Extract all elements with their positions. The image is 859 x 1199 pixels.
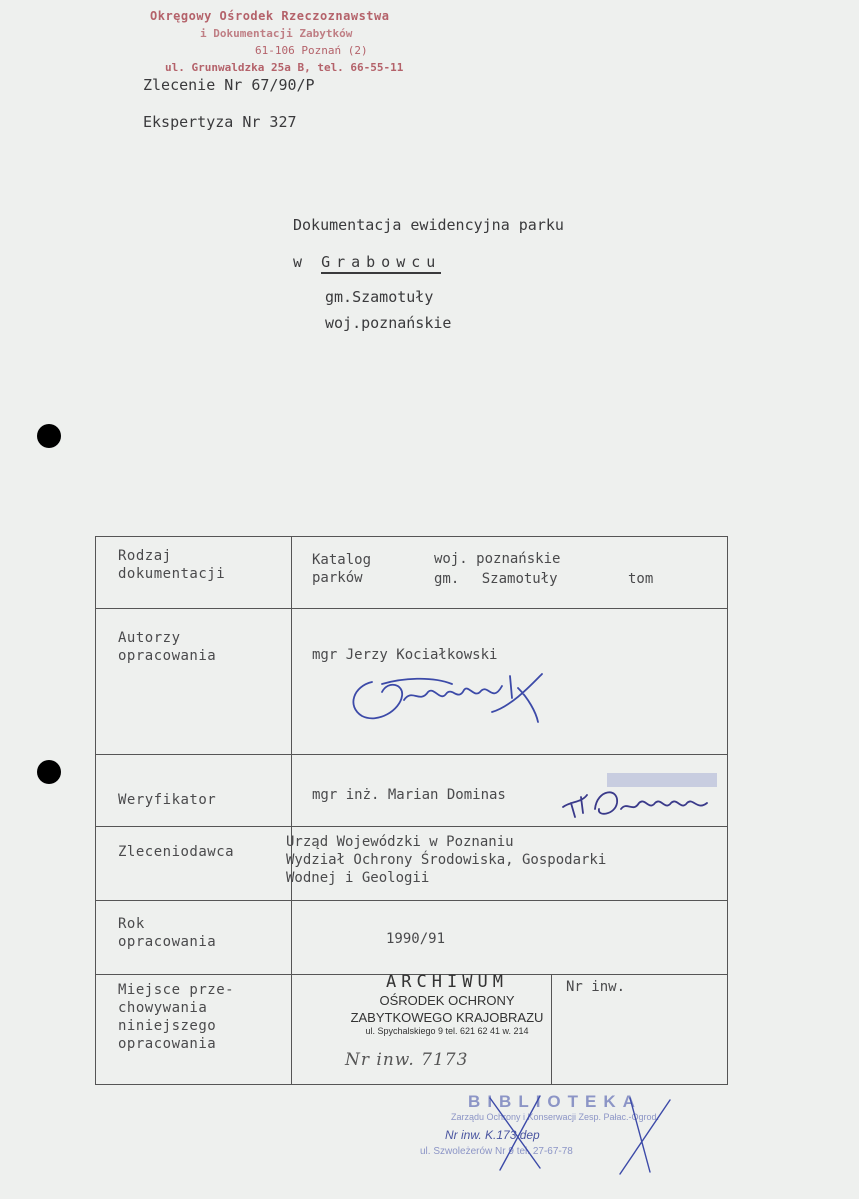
label-line: dokumentacji (118, 566, 226, 582)
park-location (293, 253, 441, 271)
client-name (286, 833, 606, 887)
catalog-type (312, 551, 371, 587)
archive-line: ZABYTKOWEGO KRAJOBRAZU (350, 1010, 544, 1025)
archive-address: ul. Spychalskiego 9 tel. 621 62 41 w. 214 (365, 1026, 529, 1036)
value-cell (292, 537, 728, 609)
row-label: Zleceniodawca (118, 844, 235, 860)
commune: gm.Szamotuły (325, 288, 434, 306)
label-line: Rodzaj (118, 548, 172, 564)
archive-stamp (332, 972, 562, 1036)
label-cell (96, 975, 292, 1085)
author-signature (342, 664, 552, 724)
label-line: opracowania (118, 1036, 217, 1052)
library-stamp-strike (480, 1088, 690, 1178)
label-line: niniejszego (118, 1018, 217, 1034)
catalog-commune (434, 571, 558, 587)
inventory-label: Nr inw. (566, 979, 626, 995)
location-prefix: w (293, 253, 303, 271)
value-cell (292, 609, 728, 755)
library-handwritten-number: Nr inw. K.173 dep (445, 1128, 540, 1142)
value-line: Wodnej i Geologii (286, 870, 430, 886)
punch-hole (37, 760, 61, 784)
catalog-voivodeship (434, 551, 560, 567)
woj-label: woj. (434, 551, 468, 567)
institution-stamp (150, 8, 404, 76)
label-line: Miejsce prze- (118, 982, 235, 998)
value-line: Urząd Wojewódzki w Poznaniu (286, 834, 514, 850)
stamp-line: 61-106 Poznań (2) (255, 44, 368, 57)
value-cell (292, 755, 728, 827)
inventory-cell (552, 975, 728, 1085)
expertise-number: Ekspertyza Nr 327 (143, 113, 297, 131)
voivodeship: woj.poznańskie (325, 314, 452, 332)
row-label (96, 975, 291, 1053)
table-row (96, 755, 728, 827)
label-cell (96, 609, 292, 755)
verifier-signature (557, 773, 727, 823)
label-line: Autorzy (118, 630, 181, 646)
label-cell (96, 537, 292, 609)
label-cell (96, 901, 292, 975)
stamp-line: Okręgowy Ośrodek Rzeczoznawstwa (150, 9, 390, 23)
punch-hole (37, 424, 61, 448)
label-line: opracowania (118, 934, 217, 950)
label-line: Rok (118, 916, 145, 932)
value-line: parków (312, 570, 363, 586)
gm-label: gm. (434, 571, 460, 587)
label-cell (96, 827, 292, 901)
row-label (96, 609, 291, 665)
woj-value: poznańskie (476, 551, 561, 567)
table-row (96, 901, 728, 975)
library-title: BIBLIOTEKA (468, 1092, 642, 1111)
row-label (96, 537, 291, 583)
library-stamp (420, 1092, 690, 1157)
label-cell (96, 755, 292, 827)
library-owner: Zarządu Ochrony i Konserwacji Zesp. Pałac.-Ogrod. (450, 1112, 660, 1122)
handwritten-inventory-number: Nr inw. 7173 (345, 1050, 469, 1070)
gm-value: Szamotuły (481, 571, 558, 587)
value-cell (292, 901, 728, 975)
volume-label: tom (628, 571, 654, 587)
verifier-name: mgr inż. Marian Dominas (312, 787, 506, 803)
archive-line: OŚRODEK OCHRONY (379, 993, 515, 1008)
row-label: Weryfikator (118, 792, 217, 808)
value-cell (286, 827, 728, 901)
table-row (96, 827, 728, 901)
location-name: Grabowcu (321, 253, 441, 274)
label-line: chowywania (118, 1000, 208, 1016)
document-title: Dokumentacja ewidencyjna parku (293, 216, 564, 234)
order-number: Zlecenie Nr 67/90/P (143, 76, 315, 94)
label-line: opracowania (118, 648, 217, 664)
value-line: Wydział Ochrony Środowiska, Gospodarki (286, 852, 607, 868)
row-label (96, 901, 291, 951)
table-row (96, 609, 728, 755)
table-row (96, 537, 728, 609)
value-line: Katalog (312, 552, 372, 568)
author-name: mgr Jerzy Kociałkowski (312, 647, 498, 663)
year-value: 1990/91 (386, 931, 446, 947)
stamp-line: ul. Grunwaldzka 25a B, tel. 66-55-11 (165, 61, 404, 74)
archive-title: ARCHIWUM (386, 972, 508, 992)
library-address: ul. Szwoleżerów Nr 9 tel. 27-67-78 (420, 1146, 573, 1157)
stamp-line: i Dokumentacji Zabytków (200, 27, 353, 40)
